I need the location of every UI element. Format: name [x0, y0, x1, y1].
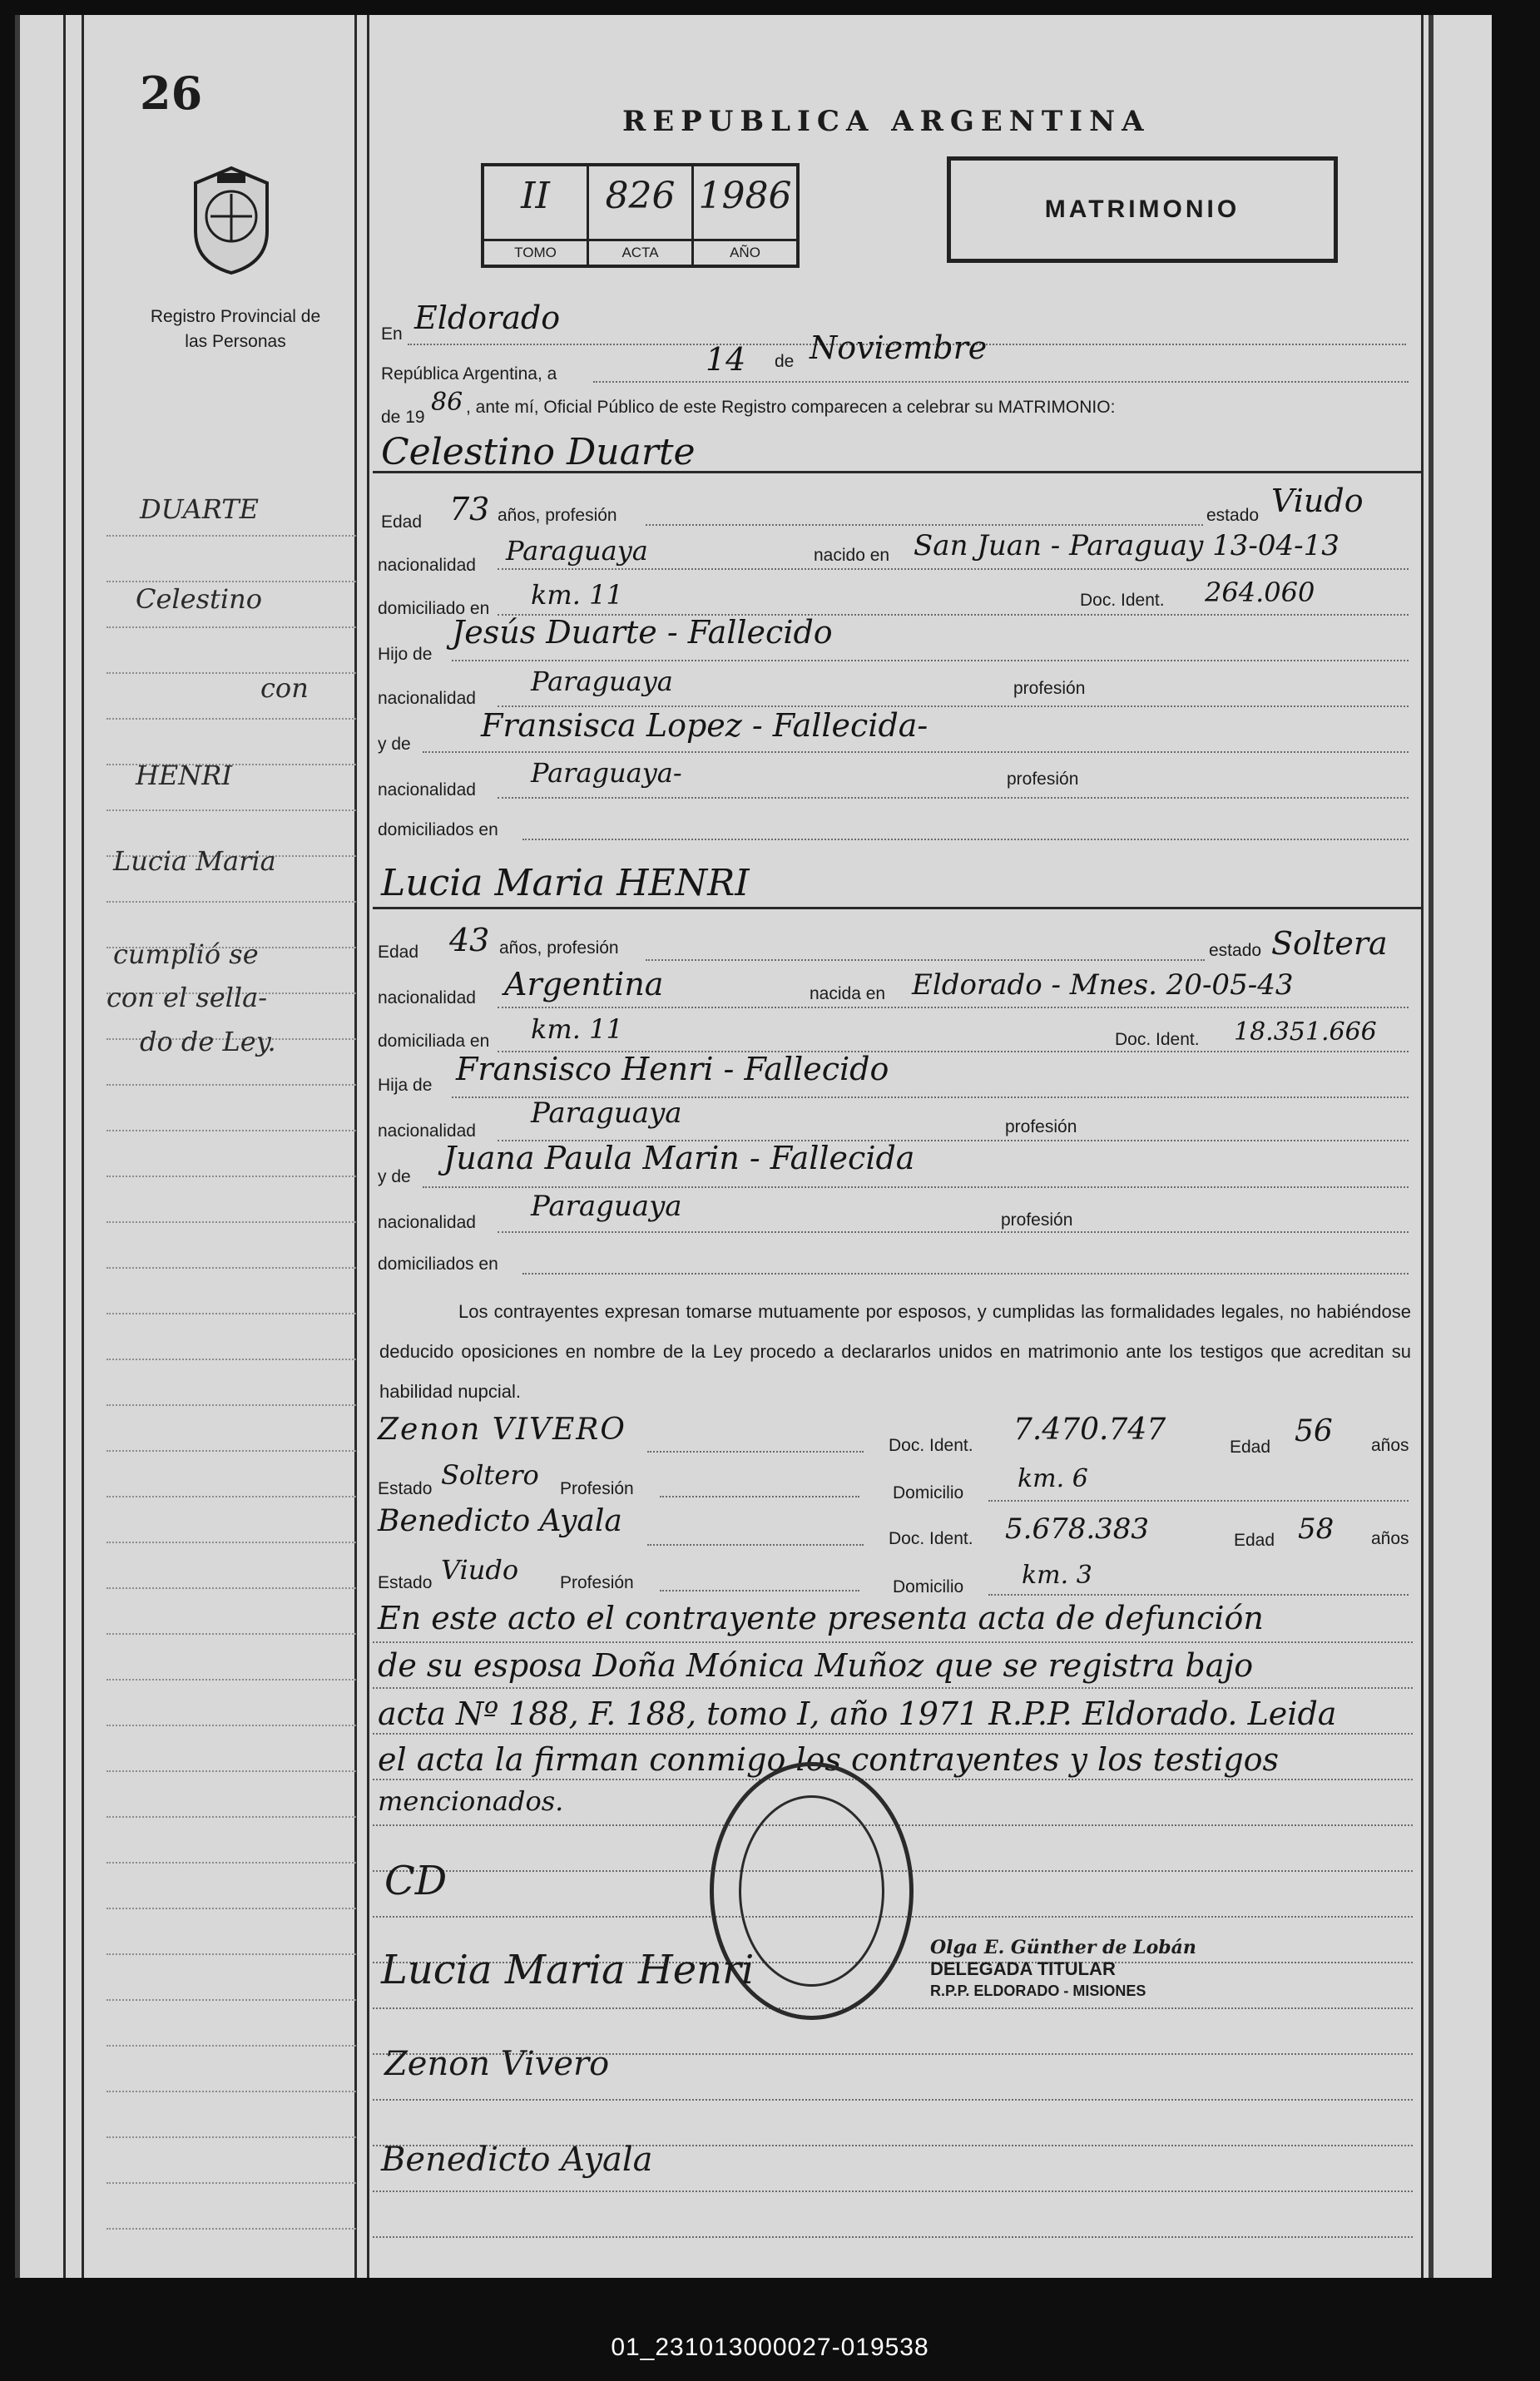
groom-edad: 73: [449, 491, 490, 527]
margin-ruled-line: [106, 1999, 356, 2002]
ruled-line: [373, 2007, 1413, 2009]
margin-note: con el sella-: [106, 982, 268, 1013]
page-right-edge: [1429, 15, 1434, 2278]
margin-ruled-line: [106, 1496, 356, 1498]
dotted-line: [988, 1500, 1409, 1502]
document-id-footer: 01_231013000027-019538: [611, 2334, 929, 2361]
margin-note: DUARTE: [140, 493, 259, 525]
groom-doc-label: Doc. Ident.: [1080, 591, 1165, 610]
margin-line: [354, 15, 357, 2278]
official-office: R.P.P. ELDORADO - MISIONES: [930, 1983, 1146, 1999]
dotted-line: [660, 1496, 859, 1497]
ruled-line: [373, 2099, 1413, 2101]
bride-nacionalidad: Argentina: [504, 966, 664, 1002]
month-value: Noviembre: [810, 329, 988, 366]
margin-line: [82, 15, 84, 2278]
dotted-line: [522, 1273, 1409, 1275]
dotted-line: [522, 839, 1409, 840]
margin-ruled-line: [106, 1084, 356, 1087]
page-number: 26: [140, 67, 203, 120]
witness2-estado: Viudo: [441, 1554, 519, 1586]
bride-estado-label: estado: [1209, 941, 1262, 960]
margin-ruled-line: [106, 1908, 356, 1910]
dotted-line: [498, 797, 1409, 799]
witness2-doc: 5.678.383: [1005, 1512, 1150, 1546]
republica-label: República Argentina, a: [381, 364, 557, 384]
ano-cell: [694, 166, 796, 265]
groom-padre: Jesús Duarte - Fallecido: [452, 614, 833, 651]
groom-nacido: San Juan - Paraguay 13-04-13: [914, 529, 1339, 562]
observation-line: En este acto el contrayente presenta acta de defunción: [378, 1600, 1264, 1636]
groom-nacido-label: nacido en: [814, 546, 890, 565]
observation-line: acta Nº 188, F. 188, tomo I, año 1971 R.P.P. Eldorado. Leida: [378, 1695, 1337, 1732]
margin-ruled-line: [106, 1816, 356, 1819]
margin-note: HENRI: [136, 760, 232, 791]
bride-madre-nac-label: nacionalidad: [378, 1213, 476, 1232]
witness1-domicilio-label: Domicilio: [893, 1483, 964, 1502]
observation-line: de su esposa Doña Mónica Muñoz que se registra bajo: [378, 1647, 1254, 1684]
margin-ruled-line: [106, 1221, 356, 1224]
margin-note: cumplió se: [113, 938, 259, 970]
groom-edad-label: Edad: [381, 512, 423, 532]
ruled-line: [373, 1687, 1413, 1689]
groom-estado-label: estado: [1206, 506, 1260, 525]
witness2-profesion-label: Profesión: [560, 1573, 634, 1592]
en-value: Eldorado: [414, 299, 561, 336]
bride-hija-label: Hija de: [378, 1076, 433, 1095]
groom-domicilio: km. 11: [531, 579, 623, 611]
bride-padre-nac-label: nacionalidad: [378, 1121, 476, 1141]
dotted-line: [647, 1451, 864, 1453]
groom-y-de-label: y de: [378, 735, 411, 754]
bride-domiciliados-label: domiciliados en: [378, 1255, 498, 1274]
groom-madre-nac-label: nacionalidad: [378, 780, 476, 799]
bride-padre-prof-label: profesión: [1005, 1117, 1077, 1136]
margin-ruled-line: [106, 1267, 356, 1270]
witness1-estado-label: Estado: [378, 1479, 433, 1498]
bride-padre-nac: Paraguaya: [531, 1096, 682, 1130]
bride-doc: 18.351.666: [1234, 1017, 1377, 1047]
year-suffix: 86: [431, 388, 463, 417]
bride-estado: Soltera: [1271, 925, 1388, 962]
ruled-line: [373, 2236, 1413, 2238]
margin-ruled-line: [106, 1313, 356, 1315]
margin-ruled-line: [106, 809, 356, 812]
bride-madre: Juana Paula Marin - Fallecida: [443, 1140, 915, 1176]
register-page: [15, 15, 1492, 2278]
groom-domiciliados-label: domiciliados en: [378, 820, 498, 839]
ruled-line: [373, 2190, 1413, 2192]
margin-column: [15, 15, 369, 2278]
bride-madre-prof-label: profesión: [1001, 1210, 1073, 1230]
margin-ruled-line: [106, 1679, 356, 1681]
acta-cell: [589, 166, 694, 265]
groom-madre-prof-label: profesión: [1007, 770, 1079, 789]
groom-doc: 264.060: [1205, 577, 1315, 608]
witness2-edad: 58: [1298, 1512, 1335, 1546]
ruled-line: [373, 1733, 1413, 1735]
tomo-value: II: [521, 175, 550, 217]
margin-ruled-line: [106, 1953, 356, 1956]
year-prefix: de 19: [381, 408, 425, 427]
de-label: de: [775, 352, 795, 371]
groom-nacionalidad: Paraguaya: [506, 535, 648, 567]
margin-ruled-line: [106, 2091, 356, 2093]
ruled-line: [373, 1641, 1413, 1643]
witness2-doc-label: Doc. Ident.: [889, 1529, 973, 1548]
dotted-line: [593, 381, 1409, 383]
witness2-anos-label: años: [1371, 1529, 1409, 1548]
groom-padre-nac: Paraguaya: [531, 666, 673, 697]
acta-value: 826: [605, 175, 676, 217]
dotted-line: [988, 1594, 1409, 1596]
margin-note: Celestino: [136, 583, 262, 615]
groom-madre: Fransisca Lopez - Fallecida-: [481, 707, 928, 744]
official-signature-block: [930, 1937, 1196, 2002]
intro-text: , ante mí, Oficial Público de este Registro comparecen a celebrar su MATRIMONIO:: [466, 398, 1116, 417]
witness1-edad: 56: [1295, 1414, 1333, 1448]
witness1-name: Zenon VIVERO: [378, 1413, 626, 1447]
margin-line: [63, 15, 66, 2278]
witness1-edad-label: Edad: [1230, 1438, 1271, 1457]
signature-witness2: Benedicto Ayala: [381, 2141, 653, 2179]
dotted-line: [660, 1590, 859, 1591]
signature-witness1: Zenon Vivero: [384, 2045, 610, 2083]
tomo-acta-ano-box: [481, 163, 800, 268]
groom-padre-prof-label: profesión: [1013, 679, 1086, 698]
margin-note: Lucia Maria: [113, 845, 276, 877]
dotted-line: [423, 751, 1409, 753]
tomo-cell: [484, 166, 589, 265]
observation-line: mencionados.: [378, 1785, 564, 1817]
margin-ruled-line: [106, 1633, 356, 1636]
bride-madre-nac: Paraguaya: [531, 1190, 682, 1223]
margin-ruled-line: [106, 1450, 356, 1453]
dotted-line: [423, 1186, 1409, 1188]
bride-edad-label: Edad: [378, 943, 419, 962]
groom-nac-label: nacionalidad: [378, 556, 476, 575]
groom-padre-nac-label: nacionalidad: [378, 689, 476, 708]
margin-ruled-line: [106, 1404, 356, 1407]
margin-ruled-line: [106, 901, 356, 903]
ano-value: 1986: [698, 175, 792, 217]
groom-dom-label: domiciliado en: [378, 599, 490, 618]
country-title: REPUBLICA ARGENTINA: [622, 105, 1151, 138]
margin-ruled-line: [106, 1130, 356, 1132]
groom-estado: Viudo: [1271, 483, 1364, 519]
margin-note: con: [260, 672, 309, 704]
document-type-box: MATRIMONIO: [947, 156, 1338, 263]
day-value: 14: [706, 341, 746, 378]
margin-ruled-line: [106, 1862, 356, 1864]
margin-note: do de Ley.: [140, 1026, 276, 1057]
margin-line: [367, 15, 369, 2278]
signature-bride: Lucia Maria Henri: [381, 1947, 755, 1993]
witness2-domicilio: km. 3: [1022, 1561, 1092, 1590]
bride-name: Lucia Maria HENRI: [381, 862, 750, 904]
margin-ruled-line: [106, 1176, 356, 1178]
bride-nacida: Eldorado - Mnes. 20-05-43: [912, 968, 1294, 1002]
observation-line: el acta la firman conmigo los contrayentes y los testigos: [378, 1741, 1280, 1778]
margin-ruled-line: [106, 1770, 356, 1773]
margin-ruled-line: [106, 1542, 356, 1544]
groom-profesion-label: años, profesión: [498, 506, 617, 525]
witness1-doc: 7.470.747: [1013, 1413, 1166, 1447]
witness1-anos-label: años: [1371, 1436, 1409, 1455]
bride-nacida-label: nacida en: [810, 984, 886, 1003]
signature-groom: CD: [384, 1858, 448, 1904]
margin-ruled-line: [106, 535, 356, 537]
ruled-line: [373, 1779, 1413, 1780]
bride-edad: 43: [449, 922, 490, 958]
registry-label: Registro Provincial de las Personas: [150, 307, 321, 351]
margin-ruled-line: [106, 1587, 356, 1590]
bride-dom-label: domiciliada en: [378, 1032, 490, 1051]
margin-ruled-line: [106, 672, 356, 675]
margin-ruled-line: [106, 718, 356, 720]
witness2-estado-label: Estado: [378, 1573, 433, 1592]
margin-ruled-line: [106, 1725, 356, 1727]
margin-ruled-line: [106, 1359, 356, 1361]
witness1-estado: Soltero: [441, 1459, 539, 1491]
margin-ruled-line: [106, 2228, 356, 2230]
witness2-name: Benedicto Ayala: [378, 1504, 622, 1538]
margin-ruled-line: [106, 2136, 356, 2139]
bride-profesion-label: años, profesión: [499, 938, 619, 958]
witness1-doc-label: Doc. Ident.: [889, 1436, 973, 1455]
witness1-profesion-label: Profesión: [560, 1479, 634, 1498]
dotted-line: [452, 660, 1409, 661]
dotted-line: [646, 524, 1203, 526]
en-label: En: [381, 324, 403, 344]
section-divider: [373, 907, 1423, 909]
groom-name: Celestino Duarte: [381, 431, 696, 473]
witness1-domicilio: km. 6: [1018, 1464, 1088, 1493]
dotted-line: [498, 568, 1409, 570]
marriage-form: [373, 15, 1421, 2278]
dotted-line: [498, 1231, 1409, 1233]
witness2-edad-label: Edad: [1234, 1531, 1275, 1550]
right-border-line: [1421, 15, 1424, 2278]
acta-label: ACTA: [589, 239, 691, 265]
dotted-line: [647, 1544, 864, 1546]
dotted-line: [498, 1007, 1409, 1008]
official-name: Olga E. Günther de Lobán: [930, 1937, 1196, 1958]
margin-ruled-line: [106, 2182, 356, 2185]
witness2-domicilio-label: Domicilio: [893, 1577, 964, 1596]
groom-hijo-label: Hijo de: [378, 645, 433, 664]
official-title: DELEGADA TITULAR: [930, 1958, 1116, 1979]
provincial-seal-icon: [186, 165, 277, 277]
bride-padre: Fransisco Henri - Fallecido: [456, 1051, 889, 1087]
bride-nac-label: nacionalidad: [378, 988, 476, 1007]
ano-label: AÑO: [694, 239, 796, 265]
bride-doc-label: Doc. Ident.: [1115, 1030, 1200, 1049]
declaration-text: Los contrayentes expresan tomarse mutuamente por esposos, y cumplidas las formalidades legales, no habiéndose deducido oposiciones en nombre de la Ley procedo a declararlos unidos en matrimonio ante los testigos que acreditan su habilidad nupcial.: [379, 1301, 1411, 1402]
margin-ruled-line: [106, 2045, 356, 2047]
groom-madre-nac: Paraguaya-: [531, 757, 682, 789]
dotted-line: [646, 959, 1205, 961]
section-divider: [373, 471, 1423, 473]
bride-domicilio: km. 11: [531, 1013, 623, 1045]
margin-ruled-line: [106, 626, 356, 629]
tomo-label: TOMO: [484, 239, 587, 265]
bride-y-de-label: y de: [378, 1167, 411, 1186]
